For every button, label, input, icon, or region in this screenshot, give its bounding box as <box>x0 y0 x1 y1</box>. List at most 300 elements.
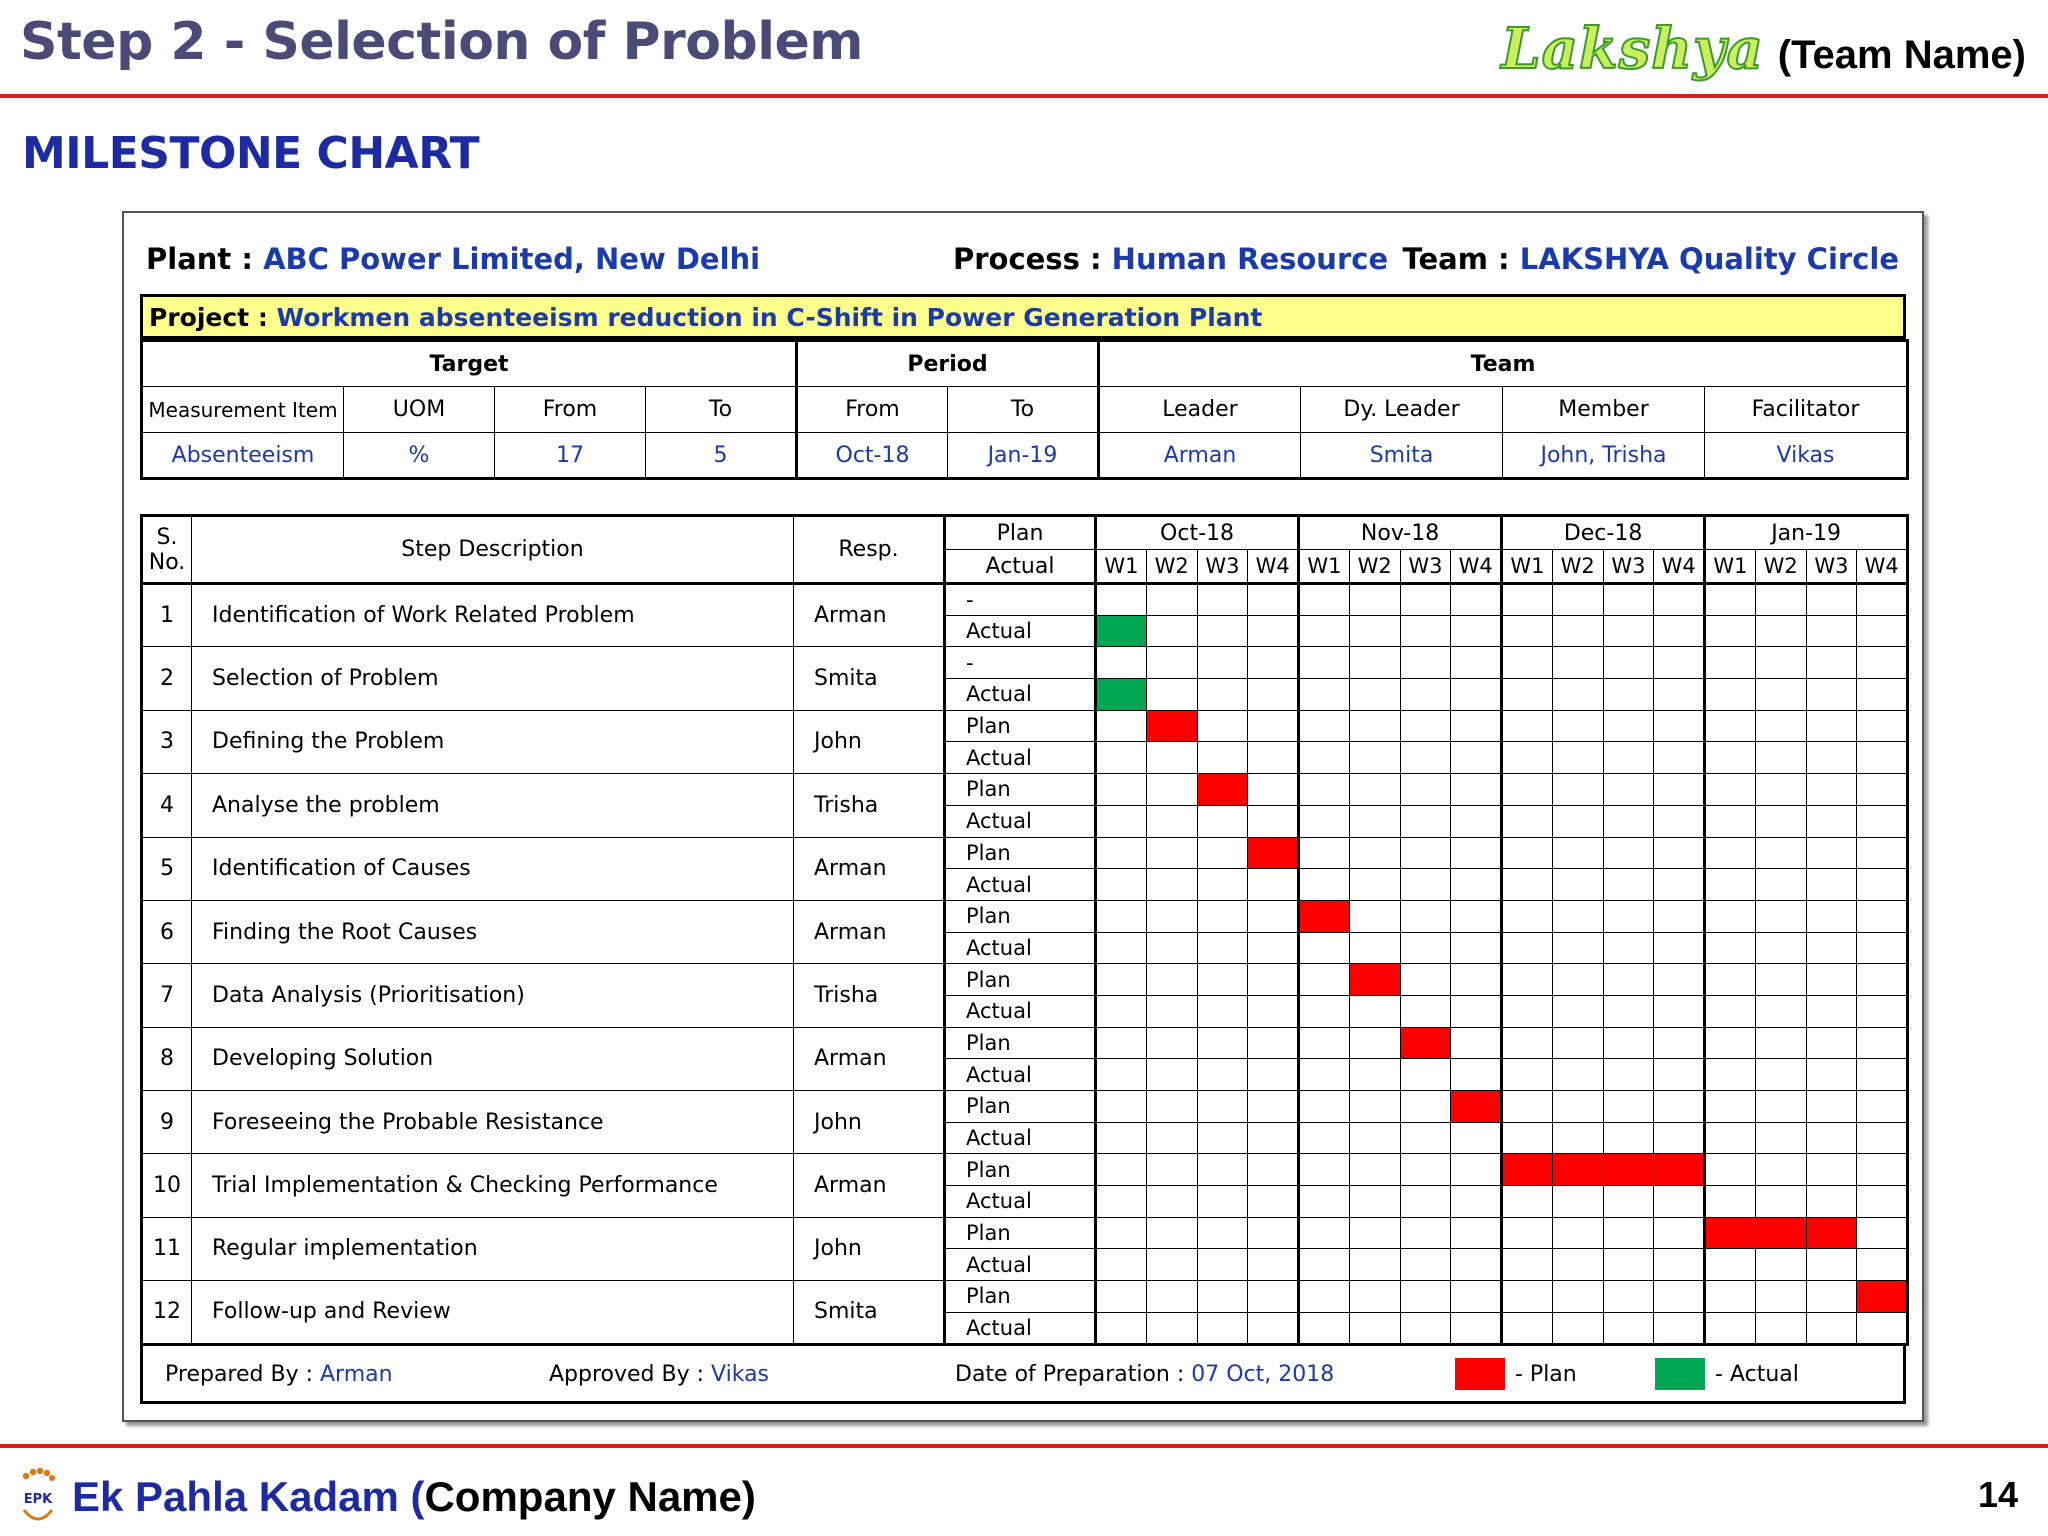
week-cell <box>1857 774 1908 806</box>
step-actual-label: Actual <box>945 615 1096 647</box>
week-cell <box>1705 995 1756 1027</box>
week-cell <box>1146 1281 1197 1313</box>
week-cell <box>1806 869 1857 901</box>
sno-header-line1: S. <box>156 524 178 550</box>
week-cell <box>1603 1217 1654 1249</box>
week-cell <box>1603 1059 1654 1091</box>
week-cell <box>1197 647 1248 679</box>
week-cell <box>1705 1186 1756 1218</box>
team-name-label: (Team Name) <box>1777 33 2026 77</box>
week-cell <box>1552 679 1603 711</box>
week-cell <box>1400 1217 1451 1249</box>
week-cell <box>1197 1217 1248 1249</box>
week-cell <box>1349 584 1400 616</box>
week-cell <box>1349 1091 1400 1123</box>
week-cell <box>1146 774 1197 806</box>
week-cell <box>1654 1059 1705 1091</box>
week-cell <box>1451 584 1502 616</box>
week-cell <box>1552 869 1603 901</box>
week-cell <box>1349 679 1400 711</box>
week-cell <box>1552 1217 1603 1249</box>
week-cell <box>1502 679 1553 711</box>
brand <box>1501 16 2026 82</box>
step-responsible: Smita <box>794 647 945 710</box>
week-cell <box>1400 710 1451 742</box>
week-cell <box>1197 1027 1248 1059</box>
step-description: Finding the Root Causes <box>192 900 794 963</box>
company-name-black: Company Name) <box>424 1473 756 1520</box>
week-cell <box>1349 1122 1400 1154</box>
week-cell <box>1096 932 1147 964</box>
week-cell <box>1197 1154 1248 1186</box>
week-cell <box>1705 647 1756 679</box>
week-cell <box>1451 900 1502 932</box>
week-cell <box>1451 774 1502 806</box>
week-header: W3 <box>1197 550 1248 584</box>
step-description: Defining the Problem <box>192 710 794 773</box>
week-cell <box>1451 679 1502 711</box>
lakshya-logo: Lakshya <box>1501 16 1764 82</box>
plan-bar-cell <box>1146 710 1197 742</box>
week-cell <box>1400 805 1451 837</box>
step-number: 9 <box>142 1091 192 1154</box>
week-cell <box>1299 932 1350 964</box>
date-of-preparation-label: Date of Preparation : <box>955 1362 1185 1387</box>
week-cell <box>1400 900 1451 932</box>
step-number: 7 <box>142 964 192 1027</box>
week-cell <box>1197 1091 1248 1123</box>
week-cell <box>1451 1059 1502 1091</box>
step-description: Identification of Work Related Problem <box>192 584 794 647</box>
resp-header: Resp. <box>794 516 945 584</box>
step-number: 8 <box>142 1027 192 1090</box>
week-cell <box>1654 679 1705 711</box>
week-cell <box>1197 679 1248 711</box>
week-cell <box>1857 1059 1908 1091</box>
week-cell <box>1146 805 1197 837</box>
week-cell <box>1806 710 1857 742</box>
step-plan-row <box>142 1281 1908 1313</box>
week-cell <box>1654 869 1705 901</box>
week-cell <box>1654 742 1705 774</box>
actual-header: Actual <box>945 550 1096 584</box>
week-cell <box>1349 805 1400 837</box>
week-cell <box>1502 710 1553 742</box>
week-cell <box>1552 1059 1603 1091</box>
step-description: Developing Solution <box>192 1027 794 1090</box>
week-cell <box>1248 774 1299 806</box>
period-from-value: Oct-18 <box>797 433 948 479</box>
week-cell <box>1857 615 1908 647</box>
week-cell <box>1857 742 1908 774</box>
week-cell <box>1603 584 1654 616</box>
week-cell <box>1197 837 1248 869</box>
week-cell <box>1146 900 1197 932</box>
week-cell <box>1755 584 1806 616</box>
week-cell <box>1603 900 1654 932</box>
week-cell <box>1603 932 1654 964</box>
week-cell <box>1654 1122 1705 1154</box>
step-number: 11 <box>142 1217 192 1280</box>
week-cell <box>1502 1027 1553 1059</box>
step-actual-label: Actual <box>945 679 1096 711</box>
week-header: W2 <box>1146 550 1197 584</box>
member-value: John, Trisha <box>1503 433 1705 479</box>
week-cell <box>1096 995 1147 1027</box>
week-cell <box>1705 1154 1756 1186</box>
week-cell <box>1654 932 1705 964</box>
sno-header <box>142 516 192 584</box>
week-cell <box>1502 837 1553 869</box>
week-cell <box>1299 710 1350 742</box>
step-actual-label: Actual <box>945 742 1096 774</box>
step-actual-label: Actual <box>945 805 1096 837</box>
date-of-preparation <box>955 1362 1334 1387</box>
plant-info <box>146 242 760 276</box>
week-cell <box>1806 900 1857 932</box>
week-cell <box>1552 995 1603 1027</box>
step-number: 2 <box>142 647 192 710</box>
week-cell <box>1502 647 1553 679</box>
week-cell <box>1857 805 1908 837</box>
week-cell <box>1248 1122 1299 1154</box>
week-cell <box>1705 869 1756 901</box>
week-cell <box>1755 1091 1806 1123</box>
week-cell <box>1349 710 1400 742</box>
month-header: Nov-18 <box>1299 516 1502 550</box>
week-cell <box>1755 615 1806 647</box>
week-cell <box>1705 1281 1756 1313</box>
week-header: W2 <box>1755 550 1806 584</box>
uom-value: % <box>344 433 495 479</box>
week-cell <box>1502 1312 1553 1344</box>
week-cell <box>1705 964 1756 996</box>
week-cell <box>1400 615 1451 647</box>
week-cell <box>1705 679 1756 711</box>
week-cell <box>1502 995 1553 1027</box>
week-cell <box>1502 900 1553 932</box>
company-name <box>72 1473 756 1521</box>
week-cell <box>1654 1027 1705 1059</box>
step-actual-label: Actual <box>945 1249 1096 1281</box>
week-cell <box>1806 1186 1857 1218</box>
week-cell <box>1400 1281 1451 1313</box>
date-of-preparation-value: 07 Oct, 2018 <box>1191 1362 1335 1387</box>
week-cell <box>1552 964 1603 996</box>
week-cell <box>1603 1249 1654 1281</box>
step-plan-row <box>142 774 1908 806</box>
week-cell <box>1146 1122 1197 1154</box>
target-to-header: To <box>646 387 797 433</box>
week-cell <box>1349 1312 1400 1344</box>
step-plan-row <box>142 1217 1908 1249</box>
week-cell <box>1502 584 1553 616</box>
week-cell <box>1603 742 1654 774</box>
process-value: Human Resource <box>1111 242 1389 276</box>
week-cell <box>1248 1027 1299 1059</box>
period-group-header: Period <box>797 341 1099 387</box>
step-plan-row <box>142 900 1908 932</box>
week-cell <box>1755 900 1806 932</box>
week-cell <box>1197 900 1248 932</box>
week-cell <box>1603 837 1654 869</box>
slide-title: Step 2 - Selection of Problem <box>20 12 863 72</box>
approved-by-value: Vikas <box>711 1362 770 1387</box>
week-cell <box>1502 1091 1553 1123</box>
week-cell <box>1197 932 1248 964</box>
week-cell <box>1248 1154 1299 1186</box>
week-cell <box>1400 679 1451 711</box>
week-cell <box>1299 995 1350 1027</box>
week-cell <box>1654 964 1705 996</box>
week-cell <box>1451 1312 1502 1344</box>
week-cell <box>1705 1059 1756 1091</box>
week-cell <box>1248 710 1299 742</box>
week-cell <box>1299 584 1350 616</box>
week-cell <box>1299 869 1350 901</box>
step-responsible: Arman <box>794 900 945 963</box>
week-cell <box>1096 584 1147 616</box>
plan-bar-cell <box>1755 1217 1806 1249</box>
week-cell <box>1705 1027 1756 1059</box>
week-cell <box>1806 995 1857 1027</box>
week-cell <box>1755 742 1806 774</box>
week-cell <box>1806 1059 1857 1091</box>
week-cell <box>1603 869 1654 901</box>
week-cell <box>1349 647 1400 679</box>
week-header: W2 <box>1552 550 1603 584</box>
week-cell <box>1248 869 1299 901</box>
week-cell <box>1349 1027 1400 1059</box>
week-cell <box>1705 1122 1756 1154</box>
week-cell <box>1197 710 1248 742</box>
week-cell <box>1552 615 1603 647</box>
week-cell <box>1096 805 1147 837</box>
week-cell <box>1248 1059 1299 1091</box>
week-cell <box>1552 1122 1603 1154</box>
step-plan-label: Plan <box>945 837 1096 869</box>
week-cell <box>1552 1312 1603 1344</box>
approved-by <box>549 1362 769 1387</box>
week-cell <box>1248 1186 1299 1218</box>
week-cell <box>1197 1312 1248 1344</box>
week-cell <box>1299 1027 1350 1059</box>
week-cell <box>1096 900 1147 932</box>
week-cell <box>1096 964 1147 996</box>
week-cell <box>1451 1154 1502 1186</box>
step-number: 12 <box>142 1281 192 1344</box>
week-cell <box>1248 584 1299 616</box>
week-cell <box>1299 805 1350 837</box>
step-responsible: Arman <box>794 1154 945 1217</box>
week-cell <box>1451 1217 1502 1249</box>
week-cell <box>1197 1281 1248 1313</box>
legend-actual-swatch <box>1655 1358 1705 1390</box>
week-cell <box>1146 742 1197 774</box>
week-cell <box>1552 1027 1603 1059</box>
week-header: W2 <box>1349 550 1400 584</box>
step-plan-row <box>142 1154 1908 1186</box>
week-cell <box>1654 584 1705 616</box>
plan-bar-cell <box>1299 900 1350 932</box>
week-cell <box>1705 1249 1756 1281</box>
week-cell <box>1705 742 1756 774</box>
step-plan-label: Plan <box>945 774 1096 806</box>
week-header: W3 <box>1400 550 1451 584</box>
week-header: W4 <box>1654 550 1705 584</box>
week-cell <box>1755 710 1806 742</box>
week-header: W1 <box>1096 550 1147 584</box>
week-cell <box>1146 679 1197 711</box>
week-cell <box>1806 774 1857 806</box>
step-plan-label: Plan <box>945 1154 1096 1186</box>
week-cell <box>1096 1122 1147 1154</box>
legend-actual-label: - Actual <box>1715 1362 1799 1387</box>
step-plan-label: Plan <box>945 1027 1096 1059</box>
team-label: Team : <box>1402 242 1510 276</box>
week-cell <box>1654 1281 1705 1313</box>
week-cell <box>1096 710 1147 742</box>
week-cell <box>1857 647 1908 679</box>
week-cell <box>1451 710 1502 742</box>
week-cell <box>1502 964 1553 996</box>
week-header: W4 <box>1451 550 1502 584</box>
week-cell <box>1552 932 1603 964</box>
project-bar <box>140 294 1906 339</box>
week-cell <box>1552 837 1603 869</box>
plan-bar-cell <box>1654 1154 1705 1186</box>
leader-header: Leader <box>1099 387 1301 433</box>
week-cell <box>1857 584 1908 616</box>
week-cell <box>1248 995 1299 1027</box>
step-responsible: Trisha <box>794 774 945 837</box>
week-cell <box>1654 615 1705 647</box>
week-cell <box>1146 1186 1197 1218</box>
week-cell <box>1197 584 1248 616</box>
week-cell <box>1299 1186 1350 1218</box>
process-info <box>953 242 1388 276</box>
week-cell <box>1806 679 1857 711</box>
week-cell <box>1755 1312 1806 1344</box>
step-description: Identification of Causes <box>192 837 794 900</box>
week-cell <box>1400 1091 1451 1123</box>
week-cell <box>1705 932 1756 964</box>
week-cell <box>1096 742 1147 774</box>
week-cell <box>1197 869 1248 901</box>
week-cell <box>1857 710 1908 742</box>
week-cell <box>1096 1027 1147 1059</box>
week-cell <box>1806 1154 1857 1186</box>
period-from-header: From <box>797 387 948 433</box>
week-cell <box>1197 1122 1248 1154</box>
step-number: 5 <box>142 837 192 900</box>
week-cell <box>1552 742 1603 774</box>
step-description: Data Analysis (Prioritisation) <box>192 964 794 1027</box>
week-cell <box>1552 1249 1603 1281</box>
week-cell <box>1654 805 1705 837</box>
week-cell <box>1299 1154 1350 1186</box>
leader-value: Arman <box>1099 433 1301 479</box>
team-group-header: Team <box>1099 341 1908 387</box>
week-cell <box>1755 1154 1806 1186</box>
week-cell <box>1806 964 1857 996</box>
member-header: Member <box>1503 387 1705 433</box>
week-cell <box>1197 1059 1248 1091</box>
week-cell <box>1552 1281 1603 1313</box>
week-cell <box>1400 774 1451 806</box>
week-cell <box>1603 1122 1654 1154</box>
week-cell <box>1857 964 1908 996</box>
week-cell <box>1349 1249 1400 1281</box>
week-cell <box>1299 742 1350 774</box>
step-plan-label: - <box>945 647 1096 679</box>
week-cell <box>1349 1217 1400 1249</box>
week-cell <box>1349 774 1400 806</box>
week-cell <box>1502 615 1553 647</box>
week-cell <box>1806 1281 1857 1313</box>
week-cell <box>1146 1217 1197 1249</box>
step-description: Regular implementation <box>192 1217 794 1280</box>
week-cell <box>1502 742 1553 774</box>
week-cell <box>1349 837 1400 869</box>
step-responsible: Arman <box>794 1027 945 1090</box>
week-cell <box>1705 900 1756 932</box>
step-actual-label: Actual <box>945 1312 1096 1344</box>
week-cell <box>1096 1091 1147 1123</box>
week-cell <box>1857 900 1908 932</box>
step-actual-label: Actual <box>945 932 1096 964</box>
week-cell <box>1502 1186 1553 1218</box>
week-cell <box>1502 1059 1553 1091</box>
week-cell <box>1400 1312 1451 1344</box>
step-plan-label: - <box>945 584 1096 616</box>
week-cell <box>1654 710 1705 742</box>
step-actual-label: Actual <box>945 1059 1096 1091</box>
week-cell <box>1705 1091 1756 1123</box>
week-cell <box>1705 710 1756 742</box>
week-cell <box>1197 615 1248 647</box>
week-cell <box>1755 869 1806 901</box>
week-header: W1 <box>1705 550 1756 584</box>
step-description: Selection of Problem <box>192 647 794 710</box>
approved-by-label: Approved By : <box>549 1362 705 1387</box>
week-cell <box>1400 932 1451 964</box>
week-cell <box>1654 900 1705 932</box>
step-actual-label: Actual <box>945 869 1096 901</box>
week-cell <box>1755 1027 1806 1059</box>
step-plan-label: Plan <box>945 710 1096 742</box>
week-cell <box>1705 805 1756 837</box>
week-cell <box>1248 1217 1299 1249</box>
week-cell <box>1299 964 1350 996</box>
week-cell <box>1349 1154 1400 1186</box>
week-cell <box>1603 1091 1654 1123</box>
week-cell <box>1400 1186 1451 1218</box>
week-cell <box>1603 647 1654 679</box>
week-cell <box>1146 995 1197 1027</box>
week-cell <box>1755 995 1806 1027</box>
week-cell <box>1603 805 1654 837</box>
target-group-header: Target <box>142 341 797 387</box>
week-cell <box>1197 964 1248 996</box>
target-from-header: From <box>495 387 646 433</box>
week-cell <box>1603 710 1654 742</box>
project-value: Workmen absenteeism reduction in C-Shift in Power Generation Plant <box>276 303 1263 332</box>
week-cell <box>1349 900 1400 932</box>
week-cell <box>1654 1312 1705 1344</box>
week-cell <box>1400 837 1451 869</box>
week-cell <box>1552 805 1603 837</box>
